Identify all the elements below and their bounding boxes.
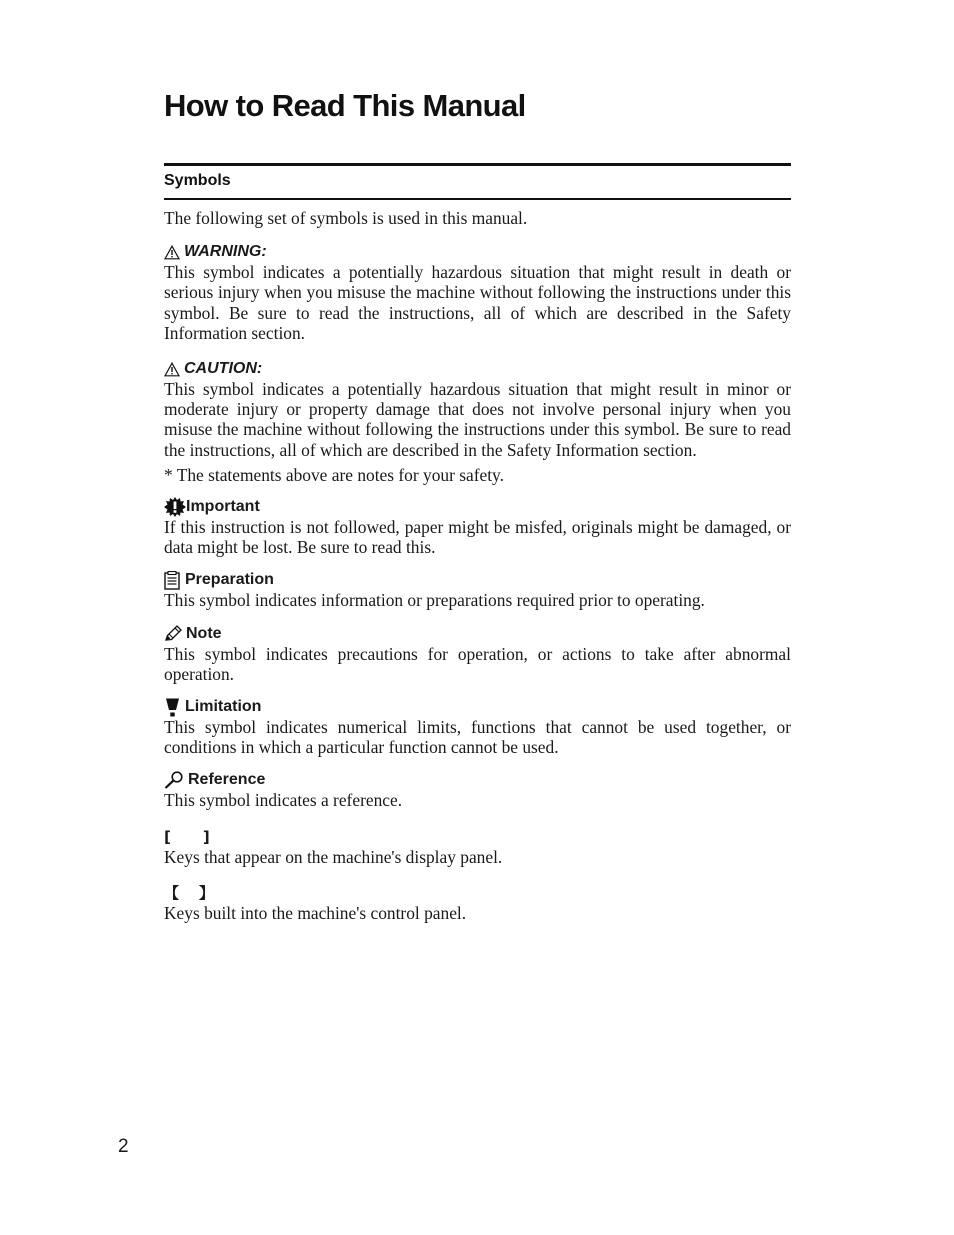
caution-label: CAUTION: — [184, 360, 263, 378]
reference-text: This symbol indicates a reference. — [164, 790, 403, 811]
note-pencil-icon — [164, 625, 182, 642]
reference-block — [164, 770, 791, 810]
warning-text: This symbol indicates a potentially hazardous situation that might result in death or serious injury when you misuse the machine without following the instructions under this symbol. Be sure to read the instructions, all of which are described in the Safety Information section. — [164, 262, 791, 343]
safety-note: * The statements above are notes for your safety. — [164, 464, 504, 485]
section-heading: Symbols — [164, 172, 231, 189]
section-bottom-rule — [164, 198, 791, 200]
important-icon — [164, 497, 186, 517]
control-keys-block — [164, 883, 791, 923]
display-bracket-close: ] — [202, 827, 210, 846]
control-keys-text: Keys built into the machine's control panel. — [164, 902, 467, 923]
section-top-rule — [164, 163, 791, 166]
note-text: This symbol indicates precautions for operation, or actions to take after abnormal operation. — [164, 643, 791, 684]
note-label: Note — [186, 624, 222, 642]
limitation-text: This symbol indicates numerical limits, functions that cannot be used together, or conditions in which a particular function cannot be used. — [164, 717, 791, 758]
warning-block — [164, 242, 791, 343]
limitation-icon — [164, 698, 181, 717]
preparation-block — [164, 570, 791, 610]
display-keys-brackets — [164, 827, 791, 847]
preparation-label: Preparation — [185, 571, 274, 589]
reference-magnifier-icon — [164, 771, 184, 789]
caution-triangle-icon — [164, 362, 180, 377]
preparation-text: This symbol indicates information or preparations required prior to operating. — [164, 590, 705, 611]
warning-label: WARNING: — [184, 243, 267, 261]
page-number: 2 — [118, 1136, 129, 1157]
intro-text: The following set of symbols is used in this manual. — [164, 208, 528, 228]
warning-triangle-icon — [164, 245, 180, 260]
display-bracket-open: [ — [164, 827, 171, 846]
page-title: How to Read This Manual — [164, 88, 526, 123]
important-label: Important — [186, 498, 260, 516]
preparation-clipboard-icon — [164, 571, 181, 590]
caution-text: This symbol indicates a potentially hazardous situation that might result in minor or moderate injury or property damage that does not involve personal injury when you misuse the machine without following the instructions under this symbol. Be sure to read the instructions, all of which are described in the Safety Information section. — [164, 379, 791, 460]
control-bracket-open: 【 — [164, 883, 180, 902]
important-block — [164, 497, 791, 557]
important-text: If this instruction is not followed, paper might be misfed, originals might be damaged, or data might be lost. Be sure to read this. — [164, 517, 791, 558]
display-keys-block — [164, 827, 791, 867]
reference-label: Reference — [188, 771, 266, 789]
page-content — [164, 208, 791, 923]
caution-block — [164, 359, 791, 460]
limitation-block — [164, 697, 791, 757]
limitation-label: Limitation — [185, 698, 262, 716]
control-keys-brackets — [164, 883, 791, 903]
note-block — [164, 624, 791, 684]
display-keys-text: Keys that appear on the machine's display panel. — [164, 846, 503, 867]
control-bracket-close: 】 — [199, 883, 215, 902]
